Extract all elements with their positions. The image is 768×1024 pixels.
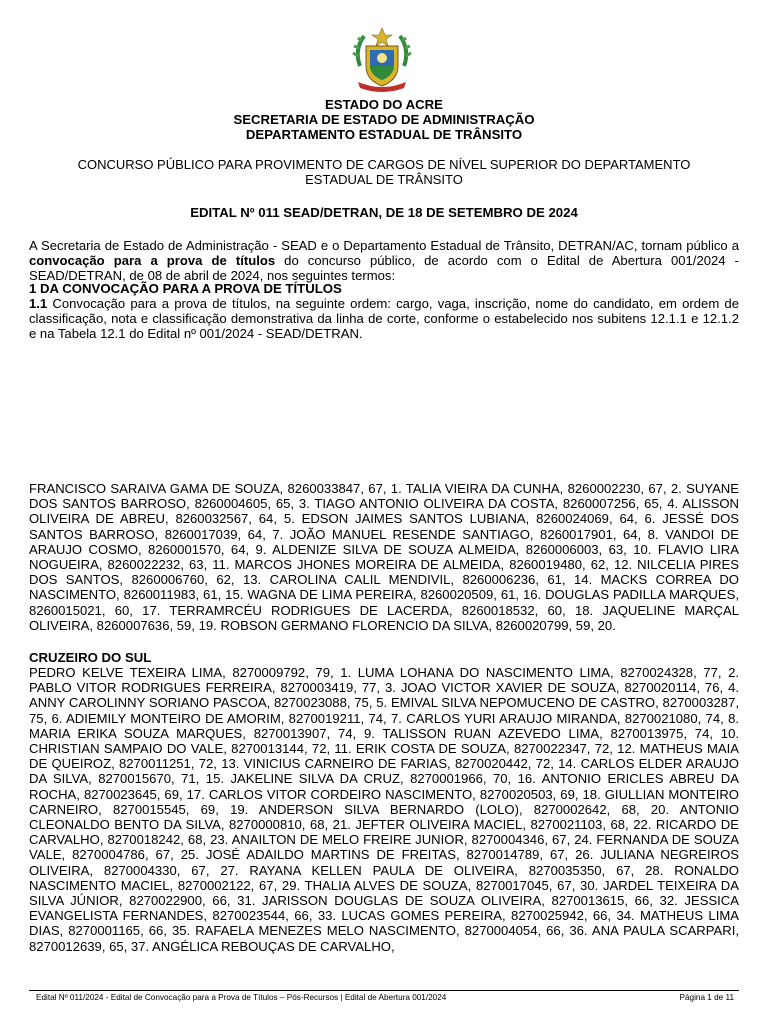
intro-bold-text: convocação para a prova de títulos xyxy=(29,253,276,269)
city-heading-cruzeiro-do-sul: CRUZEIRO DO SUL xyxy=(29,650,152,665)
contest-title-line-1: CONCURSO PÚBLICO PARA PROVIMENTO DE CARGOS DE NÍVEL SUPERIOR DO DEPARTAMENTO xyxy=(77,157,691,172)
subsection-number: 1.1 xyxy=(29,296,48,311)
subsection-1-1 xyxy=(29,296,739,342)
intro-paragraph xyxy=(29,238,739,284)
footer-page-number: Página 1 de 11 xyxy=(679,993,734,1002)
contest-title-line-2: ESTADUAL DE TRÂNSITO xyxy=(305,172,463,187)
intro-text-part-2: do concurso público, de acordo com o Edital de Abertura 001/2024 - SEAD/DETRAN, de 08 de abril de 2024, nos seguintes termos: xyxy=(29,253,739,284)
footer-edital-reference: Edital Nº 011/2024 - Edital de Convocação para a Prova de Títulos – Pós-Recursos | Edital de Abertura 001/2024 xyxy=(36,993,447,1002)
state-name: ESTADO DO ACRE xyxy=(325,97,443,112)
department-name: DEPARTAMENTO ESTADUAL DE TRÂNSITO xyxy=(245,127,523,142)
secretariat-name: SECRETARIA DE ESTADO DE ADMINISTRAÇÃO xyxy=(233,112,535,127)
intro-text-part-1: A Secretaria de Estado de Administração - SEAD e o Departamento Estadual de Trânsito, DETRAN/AC, tornam público a xyxy=(29,238,739,253)
subsection-text: Convocação para a prova de títulos, na seguinte ordem: cargo, vaga, inscrição, nome do candidato, em ordem de classificação, nota e classificação demonstrativa da linha de corte, conforme o estabelecido nos subitens 12.1.1 e 12.1.2 e na Tabela 12.1 do Edital nº 001/2024 - SEAD/DETRAN. xyxy=(29,296,739,342)
candidate-list-2: PEDRO KELVE TEXEIRA LIMA, 8270009792, 79, 1. LUMA LOHANA DO NASCIMENTO LIMA, 8270024328, 77, 2. PABLO VITOR RODRIGUES FERREIRA, 8270003419, 77, 3. JOAO VICTOR XAVIER DE SOUZA, 8270020114, 76, 4. ANNY CAROLINNY SORIANO PASCOA, 8270023088, 75, 5. EMIVAL SILVA NEPOMUCENO DE CASTRO, 8270003287, 75, 6. ADIEMILY MONTEIRO DE AMORIM, 8270019211, 74, 7. CARLOS YURI ARAUJO MIRANDA, 8270021080, 74, 8. MARIA ERIKA SOUZA MARQUES, 8270013907, 74, 9. TALISSON RUAN AZEVEDO LIMA, 8270013975, 74, 10. CHRISTIAN SAMPAIO DO VALE, 8270013144, 72, 11. ERIK COSTA DE SOUZA, 8270022347, 72, 12. MATHEUS MAIA DE QUEIROZ, 8270011251, 72, 13. VINICIUS CARNEIRO DE FARIAS, 8270020442, 72, 14. CARLOS ELDER ARAUJO DA SILVA, 8270015670, 71, 15. JAKELINE SILVA DA CRUZ, 8270001966, 70, 16. ANTONIO ERICLES ABREU DA ROCHA, 8270023645, 69, 17. CARLOS VITOR CORDEIRO NASCIMENTO, 8270020503, 69, 18. GIULLIAN MONTEIRO CARNEIRO, 8270015545, 69, 19. ANDERSON SILVA BERNARDO (LOLO), 8270002642, 68, 20. ANTONIO CLEONALDO BENTO DA SILVA, 8270000810, 68, 21. JEFTER OLIVEIRA MACIEL, 8270021103, 68, 22. RICARDO DE CARVALHO, 8270018242, 68, 23. ANAILTON DE MELO FREIRE JUNIOR, 8270004346, 67, 24. FERNANDA DE SOUZA VALE, 8270004786, 67, 25. JOSÉ ADAILDO MARTINS DE FREITAS, 8270014789, 67, 26. JULIANA NEGREIROS OLIVEIRA, 8270004330, 67, 27. RAYANA KELLEN PAULA DE OLIVEIRA, 8270035350, 67, 28. RONALDO NASCIMENTO MACIEL, 8270002122, 67, 29. THALIA ALVES DE SOUZA, 8270017045, 67, 30. JARDEL TEIXEIRA DA SILVA JÚNIOR, 8270022900, 66, 31. JARISSON DOUGLAS DE SOUZA OLIVEIRA, 8270013615, 66, 32. JESSICA EVANGELISTA FERNANDES, 8270023544, 66, 33. LUCAS GOMES PEREIRA, 8270025942, 66, 34. MATHEUS LIMA DIAS, 8270001165, 66, 35. RAFAELA MENEZES MELO NASCIMENTO, 8270004054, 66, 36. ANA PAULA SCARPARI, 8270012639, 65, 37. ANGÉLICA REBOUÇAS DE CARVALHO, xyxy=(29,665,739,954)
document-header xyxy=(0,97,768,142)
edital-title: EDITAL Nº 011 SEAD/DETRAN, DE 18 DE SETEMBRO DE 2024 xyxy=(190,205,578,220)
contest-title xyxy=(40,157,728,187)
section-1-title: 1 DA CONVOCAÇÃO PARA A PROVA DE TÍTULOS xyxy=(29,281,342,296)
acre-coat-of-arms-icon xyxy=(350,26,414,94)
footer-divider xyxy=(29,990,739,991)
candidate-list-1: FRANCISCO SARAIVA GAMA DE SOUZA, 8260033847, 67, 1. TALIA VIEIRA DA CUNHA, 8260002230, 67, 2. SUYANE DOS SANTOS BARROSO, 8260004605, 65, 3. TIAGO ANTONIO OLIVEIRA DA COSTA, 8260007256, 65, 4. ALISSON OLIVEIRA DE ABREU, 8260032567, 64, 5. EDSON JAIMES SANTOS LUBIANA, 8260024069, 64, 6. JESSÉ DOS SANTOS BARROSO, 8260017039, 64, 7. JOÃO MANUEL RESENDE SANTIAGO, 8260017901, 64, 8. VANDOI DE ARAUJO COSMO, 8260001570, 64, 9. ALDENIZE SILVA DE SOUZA ALMEIDA, 8260006003, 63, 10. FLAVIO LIRA NOGUEIRA, 8260022232, 63, 11. MARCOS JHONES MOREIRA DE ALMEIDA, 8260019480, 62, 12. NILCELIA PIRES DOS SANTOS, 8260006760, 62, 13. CAROLINA CALIL MENDIVIL, 8260006236, 61, 14. MACKS CORREA DO NASCIMENTO, 8260011983, 61, 15. WAGNA DE LIMA PEREIRA, 8260020509, 61, 16. DOUGLAS PADILLA MARQUES, 8260015021, 60, 17. TERRAMRCÉU RODRIGUES DE LACERDA, 8260018532, 60, 18. JAQUELINE MARÇAL OLIVEIRA, 8260007636, 59, 19. ROBSON GERMANO FLORENCIO DA SILVA, 8260020799, 59, 20. xyxy=(29,481,739,633)
